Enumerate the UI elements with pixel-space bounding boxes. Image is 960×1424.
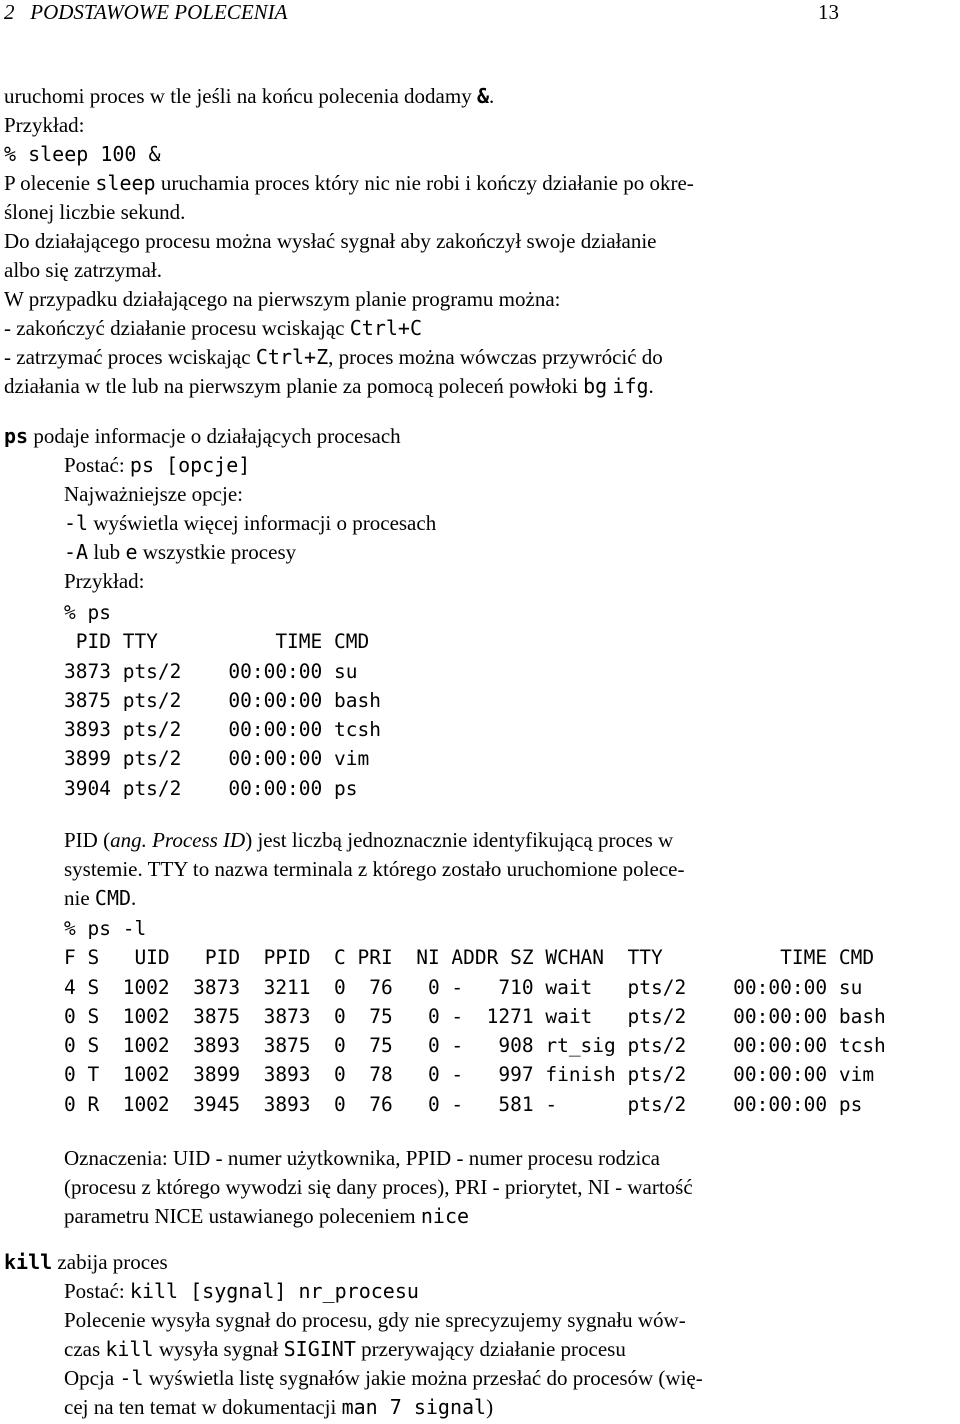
intro-line-8: W przypadku działającego na pierwszym planie programu można: [4, 287, 561, 311]
kill-line-6: cej na ten temat w dokumentacji man 7 signal) [64, 1395, 494, 1419]
intro-sleep-command: % sleep 100 & [4, 142, 161, 166]
kill-command-name: kill [4, 1250, 53, 1274]
notes-line-2: (procesu z którego wywodzi się dany proces), PRI - priorytet, NI - wartość [64, 1175, 693, 1199]
page-number: 13 [818, 0, 839, 24]
kill-line-5: Opcja -l wyświetla listę sygnałów jakie można przesłać do procesów (wię- [64, 1366, 703, 1390]
chapter-header: 2 PODSTAWOWE POLECENIA [4, 0, 288, 24]
intro-line-9: - zakończyć działanie procesu wciskając Ctrl+C [4, 316, 422, 340]
ps-command-name: ps [4, 424, 29, 448]
ps-example-output: % ps PID TTY TIME CMD 3873 pts/2 00:00:00 su 3875 pts/2 00:00:00 bash 3893 pts/2 00:00:00 tcsh 3899 pts/2 00:00:00 vim 3904 pts/2 00:00:00 ps [64, 601, 381, 800]
kill-form: Postać: kill [sygnal] nr_procesu [64, 1279, 419, 1303]
pid-explanation-2: systemie. TTY to nazwa terminala z którego zostało uruchomione polece- [64, 857, 685, 881]
ps-heading: ps podaje informacje o działających procesach [4, 424, 401, 448]
intro-line-1: uruchomi proces w tle jeśli na końcu polecenia dodamy &. [4, 84, 495, 108]
notes-line-1: Oznaczenia: UID - numer użytkownika, PPID - numer procesu rodzica [64, 1146, 660, 1170]
ps-options-label: Najważniejsze opcje: [64, 482, 243, 506]
ps-option-a: -A lub e wszystkie procesy [64, 540, 297, 564]
intro-line-5: ślonej liczbie sekund. [4, 200, 186, 224]
ps-form: Postać: ps [opcje] [64, 453, 251, 477]
ps-long-output: % ps -l F S UID PID PPID C PRI NI ADDR SZ WCHAN TTY TIME CMD 4 S 1002 3873 3211 0 76 0 - 710 wait pts/2 00:00:00 su 0 S 1002 3875 3873 0 75 0 - 1271 wait pts/2 00:00:00 bash 0 S 1002 3893 3875 0 75 0 - 908 rt_sig pts/2 00:00:00 tcsh 0 T 1002 3899 3893 0 78 0 - 997 finish pts/2 00:00:00 vim 0 R 1002 3945 3893 0 76 0 - 581 - pts/2 00:00:00 ps [64, 917, 886, 1116]
kill-line-3: Polecenie wysyła sygnał do procesu, gdy nie sprecyzujemy sygnału wów- [64, 1308, 686, 1332]
intro-line-11: działania w tle lub na pierwszym planie za pomocą poleceń powłoki bg ifg. [4, 374, 654, 398]
intro-line-7: albo się zatrzymał. [4, 258, 163, 282]
intro-line-10: - zatrzymać proces wciskając Ctrl+Z, proces można wówczas przywrócić do [4, 345, 663, 369]
pid-explanation-3: nie CMD. [64, 886, 137, 910]
notes-line-3: parametru NICE ustawianego poleceniem nice [64, 1204, 470, 1228]
intro-example-label: Przykład: [4, 113, 85, 137]
kill-line-4: czas kill wysyła sygnał SIGINT przerywający działanie procesu [64, 1337, 626, 1361]
intro-line-6: Do działającego procesu można wysłać sygnał aby zakończył swoje działanie [4, 229, 657, 253]
intro-line-4: P olecenie sleep uruchamia proces który nic nie robi i kończy działanie po okre- [4, 171, 694, 195]
ps-example-label: Przykład: [64, 569, 145, 593]
ps-option-l: -l wyświetla więcej informacji o procesach [64, 511, 437, 535]
pid-explanation-1: PID (ang. Process ID) jest liczbą jednoznacznie identyfikującą proces w [64, 828, 674, 852]
kill-heading: kill zabija proces [4, 1250, 168, 1274]
